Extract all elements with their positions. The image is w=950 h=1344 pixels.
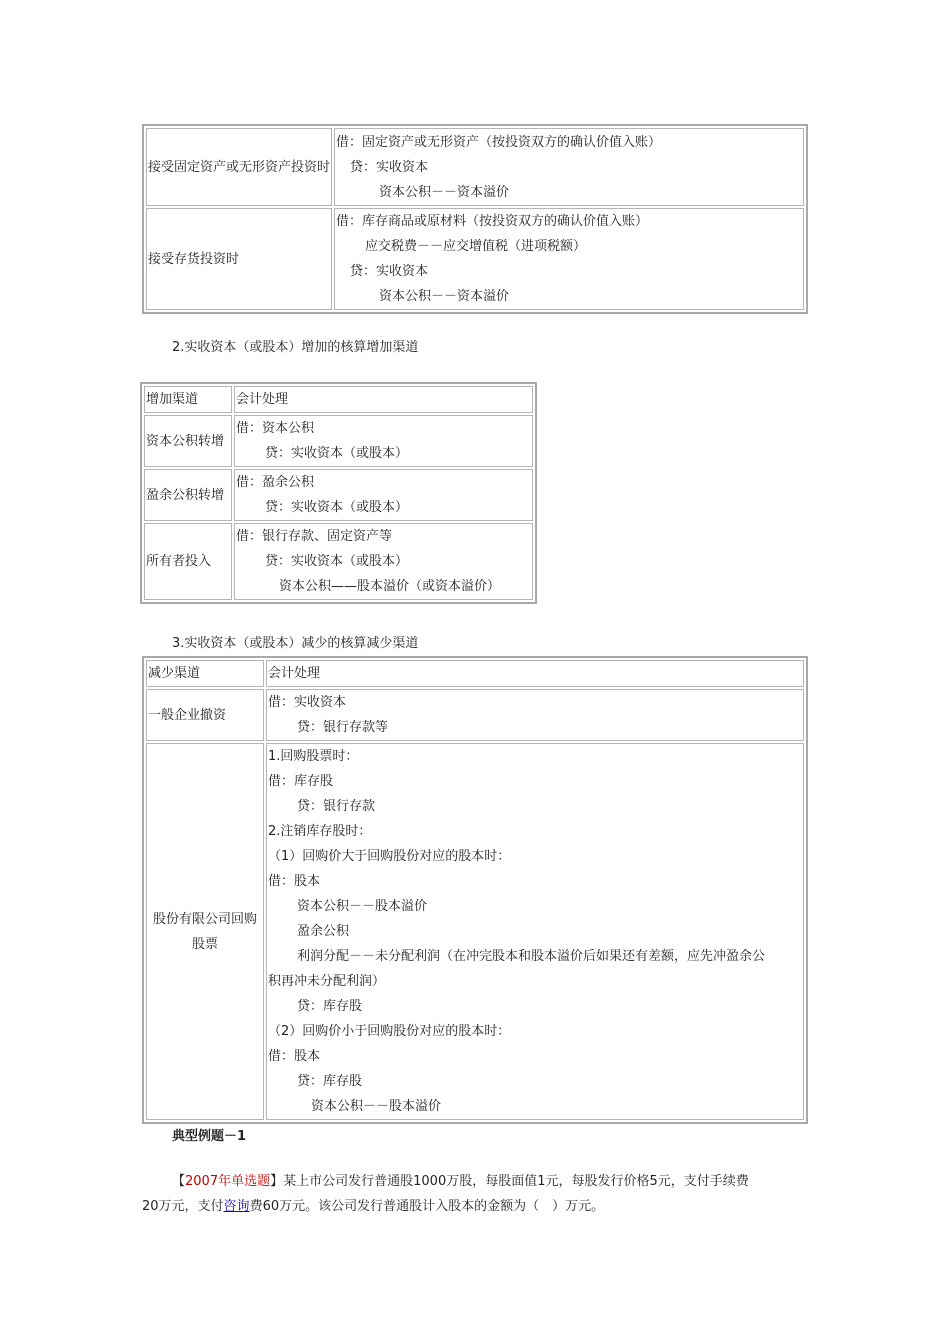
row-label-text: 接受固定资产或无形资产投资时 (148, 159, 331, 175)
entry-line: 借：资本公积 (236, 421, 315, 436)
entry-cell (234, 523, 533, 600)
question-text: 费60万元。该公司发行普通股计入股本的金额为（ ）万元。 (249, 1199, 605, 1214)
row-label-text: 接受存货投资时 (148, 251, 240, 267)
entry-line: 贷：实收资本（或股本） (265, 554, 409, 569)
question-tag: 2007年单选题 (185, 1174, 271, 1189)
entry-line: 贷：实收资本 (350, 159, 429, 175)
channel-label: 资本公积转增 (144, 415, 232, 467)
example-title: 典型例题－1 (172, 1129, 247, 1144)
entry-line: 贷：银行存款等 (297, 720, 389, 735)
entry-line: 贷：实收资本（或股本） (265, 500, 409, 515)
entry-line: 积再冲未分配利润） (268, 974, 386, 989)
entry-line: 贷：银行存款 (297, 799, 376, 814)
header-treatment: 会计处理 (234, 386, 533, 413)
section-heading-3: 3.实收资本（或股本）减少的核算减少渠道 (172, 636, 419, 651)
increase-channel-table (140, 382, 537, 604)
question-text: 某上市公司发行普通股1000万股，每股面值1元，每股发行价格5元，支付手续费 (283, 1174, 749, 1189)
example-question (172, 1169, 749, 1194)
channel-label (146, 208, 332, 310)
entry-line: 2.注销库存股时： (268, 824, 372, 839)
channel-label (146, 743, 264, 1120)
section-heading-2: 2.实收资本（或股本）增加的核算增加渠道 (172, 340, 419, 355)
table-row (146, 128, 804, 206)
entry-cell (234, 415, 533, 467)
entry-line: 借：库存商品或原材料（按投资双方的确认价值入账） (336, 214, 649, 229)
entry-line: 借：库存股 (268, 774, 334, 789)
investment-table (142, 124, 808, 314)
table-row (144, 415, 533, 467)
entry-cell (266, 689, 804, 741)
entry-line: 利润分配－－未分配利润（在冲完股本和股本溢价后如果还有差额，应先冲盈余公 (297, 949, 766, 964)
entry-line: 借：盈余公积 (236, 475, 315, 490)
table-row (144, 469, 533, 521)
entry-line: 贷：实收资本（或股本） (265, 446, 409, 461)
table-header-row (146, 660, 804, 687)
entry-cell (234, 469, 533, 521)
entry-line: 贷：库存股 (297, 1074, 363, 1089)
entry-cell (334, 208, 804, 310)
entry-line: 资本公积－－资本溢价 (379, 184, 510, 200)
table-row (144, 523, 533, 600)
entry-line: 借：固定资产或无形资产（按投资双方的确认价值入账） (336, 134, 662, 150)
entry-line: 1.回购股票时： (268, 749, 359, 764)
row-label-text: 股份有限公司回购 (152, 911, 257, 927)
entry-line: 资本公积－－股本溢价 (297, 899, 428, 914)
question-text: 20万元，支付 (142, 1199, 224, 1214)
entry-line: （2）回购价小于回购股份对应的股本时： (268, 1024, 511, 1039)
header-channel: 减少渠道 (146, 660, 264, 687)
channel-label (146, 128, 332, 206)
channel-label: 所有者投入 (144, 523, 232, 600)
entry-line: 借：股本 (268, 1049, 321, 1064)
entry-line: （1）回购价大于回购股份对应的股本时： (268, 849, 511, 864)
entry-line: 借：银行存款、固定资产等 (236, 529, 393, 544)
channel-label: 盈余公积转增 (144, 469, 232, 521)
header-treatment: 会计处理 (266, 660, 804, 687)
entry-line: 应交税费－－应交增值税（进项税额） (365, 239, 587, 254)
table-row (146, 689, 804, 741)
table-header-row (144, 386, 533, 413)
decrease-channel-table (142, 656, 808, 1124)
entry-line: 借：实收资本 (268, 695, 347, 710)
bracket-open: 【 (172, 1174, 186, 1189)
row-label-text: 股票 (191, 936, 218, 952)
entry-line: 盈余公积 (297, 924, 350, 939)
entry-line: 贷：库存股 (297, 999, 363, 1014)
consult-link[interactable]: 咨询 (223, 1199, 250, 1214)
entry-line: 借：股本 (268, 874, 321, 889)
table-row (146, 208, 804, 310)
header-channel: 增加渠道 (144, 386, 232, 413)
entry-cell (266, 743, 804, 1120)
entry-line: 资本公积－－股本溢价 (311, 1099, 442, 1114)
example-question-cont (142, 1194, 604, 1219)
entry-line: 资本公积－－资本溢价 (379, 289, 510, 304)
entry-cell (334, 128, 804, 206)
table-row (146, 743, 804, 1120)
channel-label: 一般企业撤资 (146, 689, 264, 741)
entry-line: 贷：实收资本 (350, 264, 429, 279)
entry-line: 资本公积——股本溢价（或资本溢价） (279, 579, 501, 594)
bracket-close: 】 (270, 1174, 284, 1189)
